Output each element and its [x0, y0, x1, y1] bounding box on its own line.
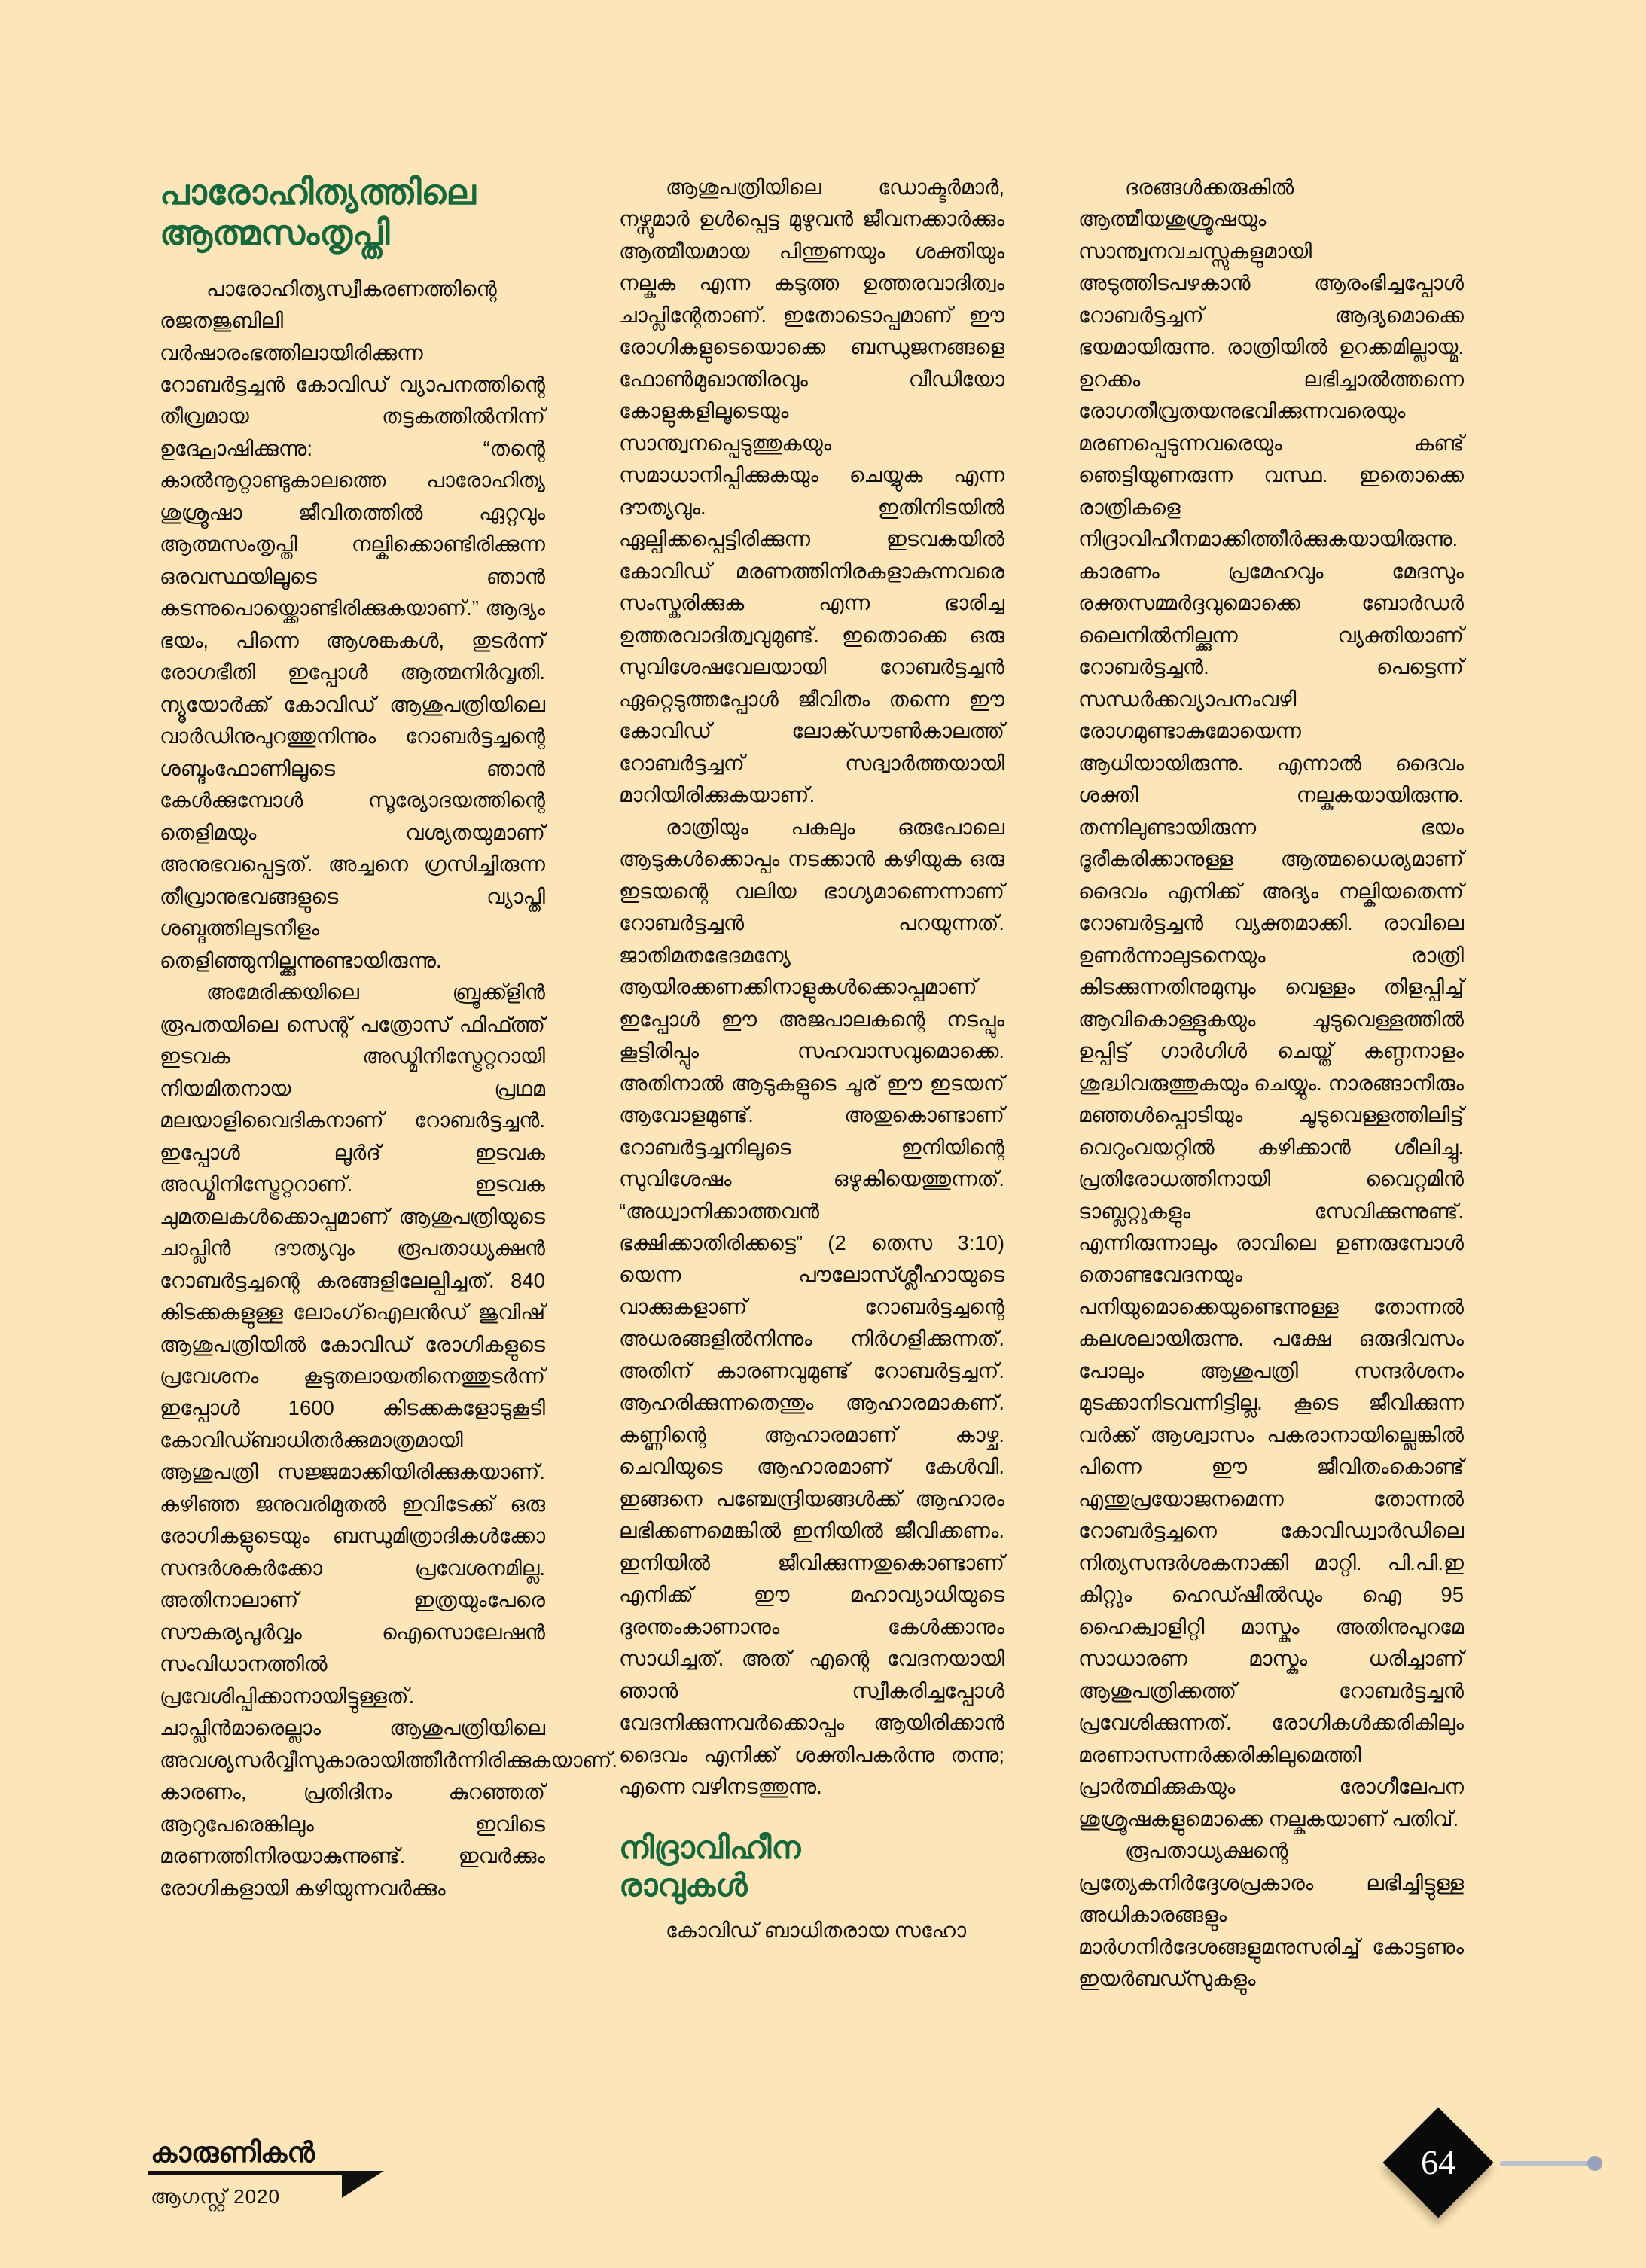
- paragraph: രൂപതാധ്യക്ഷന്റെ പ്രത്യേകനിർദ്ദേശപ്രകാരം ലഭിച്ചിട്ടുള്ള അധികാരങ്ങളും മാർഗനിർദേശങ്ങളുമനുസരിച്ച് കോട്ടണും ഇയർബഡ്സുകളും: [1078, 1839, 1464, 1991]
- page-title: [160, 172, 545, 254]
- column-3: [1078, 172, 1464, 2039]
- article-columns: [160, 172, 1494, 2039]
- paragraph: പാരോഹിത്യസ്വീകരണത്തിന്റെ രജതജുബിലി വർഷാരംഭത്തിലായിരിക്കുന്ന റോബർട്ടച്ചൻ കോവിഡ് വ്യാപനത്തിന്റെ തീവ്രമായ തട്ടകത്തിൽനിന്ന് ഉദ്ഘോഷിക്കുന്നു: “തന്റെ കാൽനൂറ്റാണ്ടുകാലത്തെ പാരോഹിത്യ ശുശ്രൂഷാ ജീവിതത്തിൽ ഏറ്റവും ആത്മസംതൃപ്തി നല്കിക്കൊണ്ടിരിക്കുന്ന ഒരവസ്ഥയിലൂടെ ഞാൻ കടന്നുപൊയ്ക്കൊണ്ടിരിക്കുകയാണ്.” ആദ്യം ഭയം, പിന്നെ ആശങ്കകൾ, തുടർന്ന് രോഗഭീതി ഇപ്പോൾ ആത്മനിർവൃതി. ന്യൂയോർക്ക് കോവിഡ് ആശുപത്രിയിലെ വാർഡിനുപുറത്തുനിന്നും റോബർട്ടച്ചന്റെ ശബ്ദംഫോണിലൂടെ ഞാൻ കേൾക്കുമ്പോൾ സൂര്യോദയത്തിന്റെ തെളിമയും വശ്യതയുമാണ് അനുഭവപ്പെട്ടത്. അച്ചനെ ഗ്രസിച്ചിരുന്ന തീവ്രാനുഭവങ്ങളുടെ വ്യാപ്തി ശബ്ദത്തിലുടനീളം തെളിഞ്ഞുനില്ക്കുന്നുണ്ടായിരുന്നു.: [160, 276, 545, 972]
- section-heading: [619, 1829, 1004, 1905]
- paragraph: കോവിഡ് ബാധിതരായ സഹോ: [666, 1919, 966, 1943]
- footer-rule-group: [148, 2171, 501, 2181]
- column-1: [160, 172, 617, 2039]
- page-number-badge: [1385, 2108, 1619, 2221]
- page-title-line-1: പാരോഹിത്യത്തിലെ: [160, 172, 476, 212]
- triangle-flag-icon: [342, 2171, 384, 2198]
- page-number: 64: [1421, 2143, 1455, 2181]
- issue-date: ആഗസ്റ്റ് 2020: [151, 2185, 280, 2208]
- footer-masthead: [148, 2138, 501, 2206]
- section-heading-line-1: നിദ്രാവിഹീന: [619, 1829, 801, 1865]
- footer-divider: [148, 2171, 342, 2175]
- paragraph: രാത്രിയും പകലും ഒരുപോലെ ആടുകൾക്കൊപ്പം നടക്കാൻ കഴിയുക ഒരു ഇടയന്റെ വലിയ ഭാഗ്യമാണെന്നാണ് റോബർട്ടച്ചൻ പറയുന്നത്. ജാതിമതഭേദമന്യേ ആയിരക്കണക്കിനാളുകൾക്കൊപ്പമാണ് ഇപ്പോൾ ഈ അജപാലകന്റെ നടപ്പും കൂട്ടിരിപ്പും സഹവാസവുമൊക്കെ. അതിനാൽ ആടുകളുടെ ചൂര് ഈ ഇടയന് ആവോളമുണ്ട്. അതുകൊണ്ടാണ് റോബർട്ടച്ചനിലൂടെ ഇനിയിന്റെ സുവിശേഷം ഒഴുകിയെത്തുന്നത്. “അധ്വാനിക്കാത്തവൻ ഭക്ഷിക്കാതിരിക്കട്ടെ” (2 തെസ 3:10) യെന്ന പൗലോസ്ശ്ലീഹായുടെ വാക്കുകളാണ് റോബർട്ടച്ചന്റെ അധരങ്ങളിൽനിന്നും നിർഗളിക്കുന്നത്. അതിന് കാരണവുമുണ്ട് റോബർട്ടച്ചന്. ആഹരിക്കുന്നതെന്തും ആഹാരമാകണ്. കണ്ണിന്റെ ആഹാരമാണ് കാഴ്ച. ചെവിയുടെ ആഹാരമാണ് കേൾവി. ഇങ്ങനെ പഞ്ചേന്ദ്രിയങ്ങൾക്ക് ആഹാരം ലഭിക്കണമെങ്കിൽ ഇനിയിൽ ജീവിക്കണം. ഇനിയിൽ ജീവിക്കുന്നതുകൊണ്ടാണ് എനിക്ക് ഈ മഹാവ്യാധിയുടെ ദുരന്തംകാണാനും കേൾക്കാനും സാധിച്ചത്. അത് എന്റെ വേദനയായി ഞാൻ സ്വീകരിച്ചപ്പോൾ വേദനിക്കുന്നവർക്കൊപ്പം ആയിരിക്കാൻ ദൈവം എനിക്ക് ശക്തിപകർന്നു തന്നു; എന്നെ വഴിനടത്തുന്നു.: [619, 815, 1004, 1799]
- paragraph: ദരങ്ങൾക്കരുകിൽ ആത്മീയശുശ്രൂഷയും സാന്ത്വനവചസ്സുകളുമായി അടുത്തിടപഴകാൻ ആരംഭിച്ചപ്പോൾ റോബർട്ടച്ചന് ആദ്യമൊക്കെ ഭയമായിരുന്നു. രാത്രിയിൽ ഉറക്കമില്ലായ്മ. ഉറക്കം ലഭിച്ചാൽത്തന്നെ രോഗതീവ്രതയനുഭവിക്കുന്നവരെയും മരണപ്പെടുന്നവരെയും കണ്ട് ഞെട്ടിയുണരുന്ന വസ്ഥ. ഇതൊക്കെ രാത്രികളെ നിദ്രാവിഹീനമാക്കിത്തീർക്കുകയായിരുന്നു. കാരണം പ്രമേഹവും മേദസും രക്തസമ്മർദ്ദവുമൊക്കെ ബോർഡർ ലൈനിൽനില്ക്കുന്ന വ്യക്തിയാണ് റോബർട്ടച്ചൻ. പെട്ടെന്ന് സന്ധർക്കവ്യാപനംവഴി രോഗമുണ്ടാകുമോയെന്ന ആധിയായിരുന്നു. എന്നാൽ ദൈവം ശക്തി നല്കുകയായിരുന്നു. തന്നിലുണ്ടായിരുന്ന ഭയം ദൂരീകരിക്കാനുള്ള ആത്മധൈര്യമാണ് ദൈവം എനിക്ക് അദ്യം നല്കിയതെന്ന് റോബർട്ടച്ചൻ വ്യക്തമാക്കി. രാവിലെ ഉണർന്നാലുടനെയും രാത്രി കിടക്കുന്നതിനുമുമ്പും വെള്ളം തിളപ്പിച്ച് ആവികൊള്ളുകയും ചൂടുവെള്ളത്തിൽ ഉപ്പിട്ട് ഗാർഗിൾ ചെയ്ത് കണ്ഠനാളം ശുദ്ധിവരുത്തുകയും ചെയ്യും. നാരങ്ങാനീരും മഞ്ഞൾപ്പൊടിയും ചൂടുവെള്ളത്തിലിട്ട് വെറുംവയറ്റിൽ കഴിക്കാൻ ശീലിച്ചു. പ്രതിരോധത്തിനായി വൈറ്റമിൻ ടാബ്ലറ്റുകളും സേവിക്കുന്നുണ്ട്. എന്നിരുന്നാലും രാവിലെ ഉണരുമ്പോൾ തൊണ്ടവേദനയും പനിയുമൊക്കെയുണ്ടെന്നുള്ള തോന്നൽ കലശലായിരുന്നു. പക്ഷേ ഒരുദിവസം പോലും ആശുപത്രി സന്ദർശനം മുടക്കാനിടവന്നിട്ടില്ല. കൂടെ ജീവിക്കുന്ന വർക്ക് ആശ്വാസം പകരാനായില്ലെങ്കിൽ പിന്നെ ഈ ജീവിതംകൊണ്ട് എന്തുപ്രയോജനമെന്ന തോന്നൽ റോബർട്ടച്ചനെ കോവിഡ്വാർഡിലെ നിത്യസന്ദർശകനാക്കി മാറ്റി. പി.പി.ഇ കിറ്റും ഹെഡ്ഷീൽഡും ഐ 95 ഹൈക്വാളിറ്റി മാസ്കും അതിനുപുറമേ സാധാരണ മാസ്കും ധരിച്ചാണ് ആശുപത്രിക്കത്ത് റോബർട്ടച്ചൻ പ്രവേശിക്കുന്നത്. രോഗികൾക്കരികിലും മരണാസന്നർക്കരികിലുമെത്തി പ്രാർത്ഥിക്കുകയും രോഗീലേപന ശുശ്രൂഷകളുമൊക്കെ നല്കുകയാണ് പതിവ്.: [1078, 175, 1464, 1831]
- section-heading-line-2: രാവുകൾ: [619, 1867, 748, 1904]
- magazine-name: കാരുണികൻ: [151, 2137, 315, 2168]
- paragraph: ആശുപത്രിയിലെ ഡോക്ടർമാർ, നഴ്സുമാർ ഉൾപ്പെട്ട മുഴുവൻ ജീവനക്കാർക്കും ആത്മീയമായ പിന്തുണയും ശക്തിയും നല്കുക എന്ന കടുത്ത ഉത്തരവാദിത്വം ചാപ്ലിന്റേതാണ്. ഇതോടൊപ്പമാണ് ഈ രോഗികളുടെയൊക്കെ ബന്ധുജനങ്ങളെ ഫോൺമുഖാന്തിരവും വീഡിയോ കോളുകളിലൂടെയും സാന്ത്വനപ്പെടുത്തുകയും സമാധാനിപ്പിക്കുകയും ചെയ്യുക എന്ന ദൗത്യവും. ഇതിനിടയിൽ ഏല്പിക്കപ്പെട്ടിരിക്കുന്ന ഇടവകയിൽ കോവിഡ് മരണത്തിനിരകളാകുന്നവരെ സംസ്കരിക്കുക എന്ന ഭാരിച്ച ഉത്തരവാദിത്വവുമുണ്ട്. ഇതൊക്കെ ഒരു സുവിശേഷവേലയായി റോബർട്ടച്ചൻ ഏറ്റെടുത്തപ്പോൾ ജീവിതം തന്നെ ഈ കോവിഡ് ലോക്ഡൗൺകാലത്ത് റോബർട്ടച്ചന് സദ്വാർത്തയായി മാറിയിരിക്കുകയാണ്.: [619, 175, 1004, 807]
- page-title-line-2: ആത്മസംതൃപ്തി: [160, 213, 390, 253]
- pin-line-icon: [1500, 2161, 1595, 2166]
- column-2: [619, 172, 1004, 2039]
- paragraph: അമേരിക്കയിലെ ബ്രൂക്ക്ളിൻ രൂപതയിലെ സെന്റ് പത്രോസ് ഫിഫ്ത്ത് ഇടവക അഡ്മിനിസ്ട്രേറ്ററായി നിയമിതനായ പ്രഥമ മലയാളിവൈദികനാണ് റോബർട്ടച്ചൻ. ഇപ്പോൾ ലൂർദ് ഇടവക അഡ്മിനിസ്ട്രേറ്ററാണ്. ഇടവക ചുമതലകൾക്കൊപ്പമാണ് ആശുപത്രിയുടെ ചാപ്ലിൻ ദൗത്യവും രൂപതാധ്യക്ഷൻ റോബർട്ടച്ചന്റെ കരങ്ങളിലേല്പിച്ചത്. 840 കിടക്കകളുള്ള ലോംഗ്ഐലൻഡ് ജുവിഷ് ആശുപത്രിയിൽ കോവിഡ് രോഗികളുടെ പ്രവേശനം കൂടുതലായതിനെത്തുടർന്ന് ഇപ്പോൾ 1600 കിടക്കകളോടുകൂടി കോവിഡ്ബാധിതർക്കുമാത്രമായി ആശുപത്രി സജ്ജമാക്കിയിരിക്കുകയാണ്. കഴിഞ്ഞ ജനുവരിമുതൽ ഇവിടേക്ക് ഒരു രോഗികളുടെയും ബന്ധുമിത്രാദികൾക്കോ സന്ദർശകർക്കോ പ്രവേശനമില്ല. അതിനാലാണ് ഇത്രയുംപേരെ സൗകര്യപൂർവ്വം ഐസൊലേഷൻ സംവിധാനത്തിൽ പ്രവേശിപ്പിക്കാനായിട്ടുള്ളത്. ചാപ്ലിൻമാരെല്ലാം ആശുപത്രിയിലെ അവശ്യസർവ്വീസുകാരായിത്തീർന്നിരിക്കുകയാണ്. കാരണം, പ്രതിദിനം കുറഞ്ഞത് ആറുപേരെങ്കിലും ഇവിടെ മരണത്തിനിരയാകുന്നുണ്ട്. ഇവർക്കും രോഗികളായി കഴിയുന്നവർക്കും: [160, 980, 617, 1900]
- pin-head-icon: [1587, 2156, 1602, 2171]
